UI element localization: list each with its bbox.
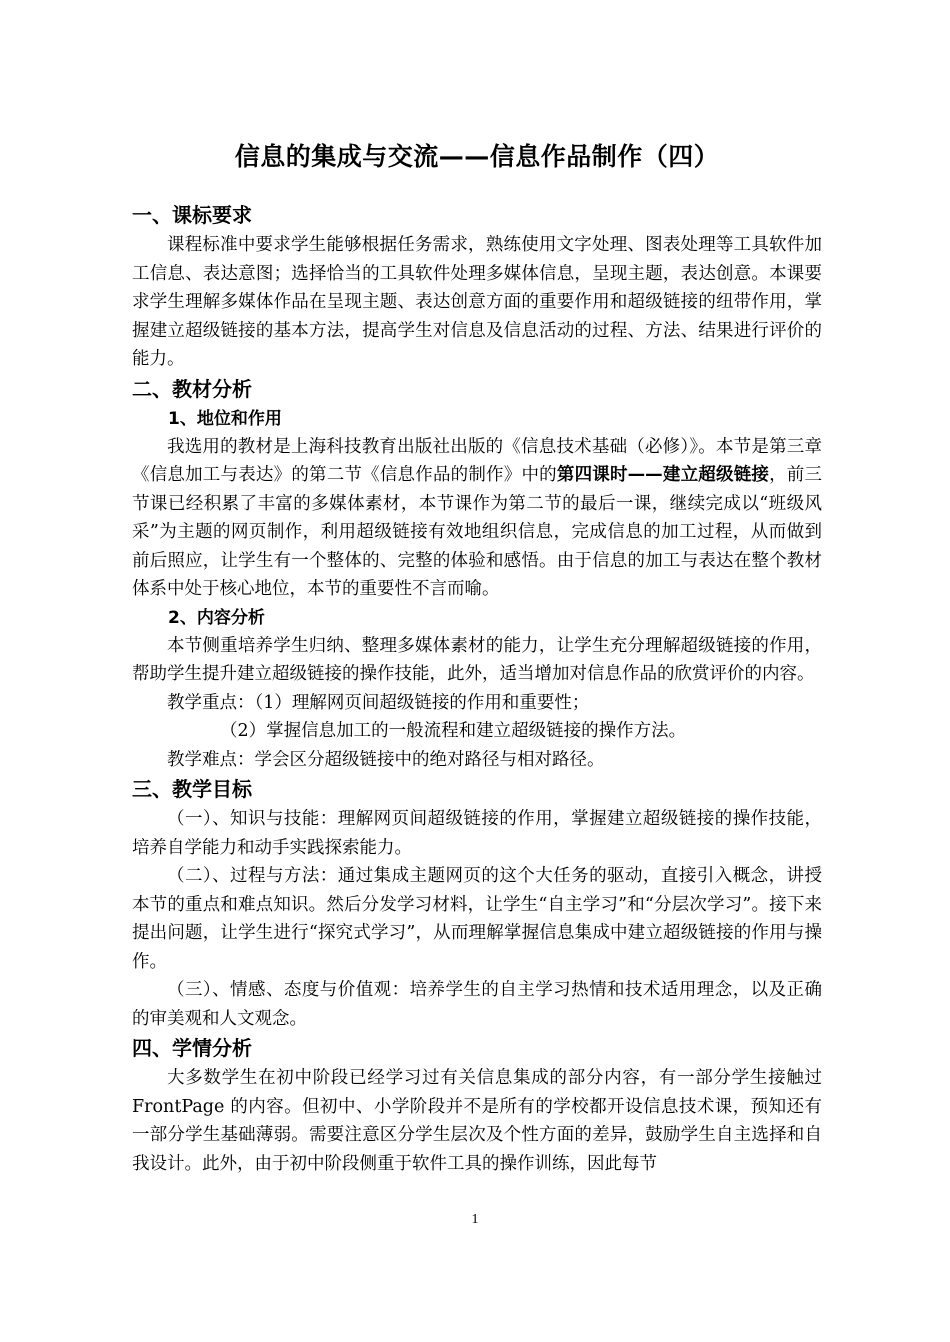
paragraph: （二）、过程与方法：通过集成主题网页的这个大任务的驱动，直接引入概念，讲授本节的重点和难点知识。然后分发学习材料，让学生“自主学习”和“分层次学习”。接下来提出问题，让学生进行“探究式学习”，从而理解掌握信息集成中建立超级链接的作用与操作。 — [132, 866, 822, 972]
paragraph: 大多数学生在初中阶段已经学习过有关信息集成的部分内容，有一部分学生接触过 FrontPage 的内容。但初中、小学阶段并不是所有的学校都开设信息技术课，预知还有一部分学生基础薄弱。需要注意区分学生层次及个性方面的差异，鼓励学生自主选择和自我设计。此外，由于初中阶段侧重于软件工具的操作训练，因此每节 — [132, 1068, 822, 1174]
document-page — [132, 130, 822, 1178]
paragraph: 本节侧重培养学生归纳、整理多媒体素材的能力，让学生充分理解超级链接的作用，帮助学生提升建立超级链接的操作技能，此外，适当增加对信息作品的欣赏评价的内容。 — [132, 635, 822, 684]
page-number: 1 — [471, 1212, 479, 1227]
subsection-heading-role: 1、地位和作用 — [168, 408, 282, 429]
difficulty-point: 教学难点：学会区分超级链接中的绝对路径与相对路径。 — [167, 749, 605, 770]
paragraph — [132, 433, 822, 604]
paragraph: （一）、知识与技能：理解网页间超级链接的作用，掌握建立超级链接的操作技能，培养自学能力和动手实践探索能力。 — [132, 809, 822, 858]
bold-text-run: 第四课时——建立超级链接 — [556, 465, 770, 485]
section-heading-students: 四、学情分析 — [132, 1036, 252, 1060]
text-run: ，前三节课已经积累了丰富的多媒体素材，本节课作为第二节的最后一课，继续完成以“班级风采”为主题的网页制作，利用超级链接有效地组织信息，完成信息的加工过程，从而做到前后照应，让学生有一个整体的、完整的体验和感悟。由于信息的加工与表达在整个教材体系中处于核心地位，本节的重要性不言而喻。 — [132, 465, 823, 599]
paragraph: 课程标准中要求学生能够根据任务需求，熟练使用文字处理、图表处理等工具软件加工信息、表达意图；选择恰当的工具软件处理多媒体信息，呈现主题，表达创意。本课要求学生理解多媒体作品在呈现主题、表达创意方面的重要作用和超级链接的纽带作用，掌握建立超级链接的基本方法，提高学生对信息及信息活动的过程、方法、结果进行评价的能力。 — [132, 235, 822, 369]
subsection-heading-content: 2、内容分析 — [168, 607, 265, 628]
section-heading-objectives: 三、教学目标 — [132, 777, 252, 801]
text-run: 我选用的教材是上海科技教育出版社出版的《信息技术基础（必修）》。本节是第三章《信息加工与表达》的第二节《信息作品的制作》中的 — [132, 436, 822, 485]
key-point-1: 教学重点：（1）理解网页间超级链接的作用和重要性； — [167, 692, 590, 713]
paragraph: （三）、情感、态度与价值观：培养学生的自主学习热情和技术适用理念，以及正确的审美观和人文观念。 — [132, 980, 822, 1029]
key-point-2: （2）掌握信息加工的一般流程和建立超级链接的操作方法。 — [220, 721, 687, 741]
section-heading-curriculum: 一、课标要求 — [132, 203, 252, 227]
section-heading-textbook: 二、教材分析 — [132, 376, 252, 401]
document-title: 信息的集成与交流——信息作品制作（四） — [234, 142, 720, 171]
